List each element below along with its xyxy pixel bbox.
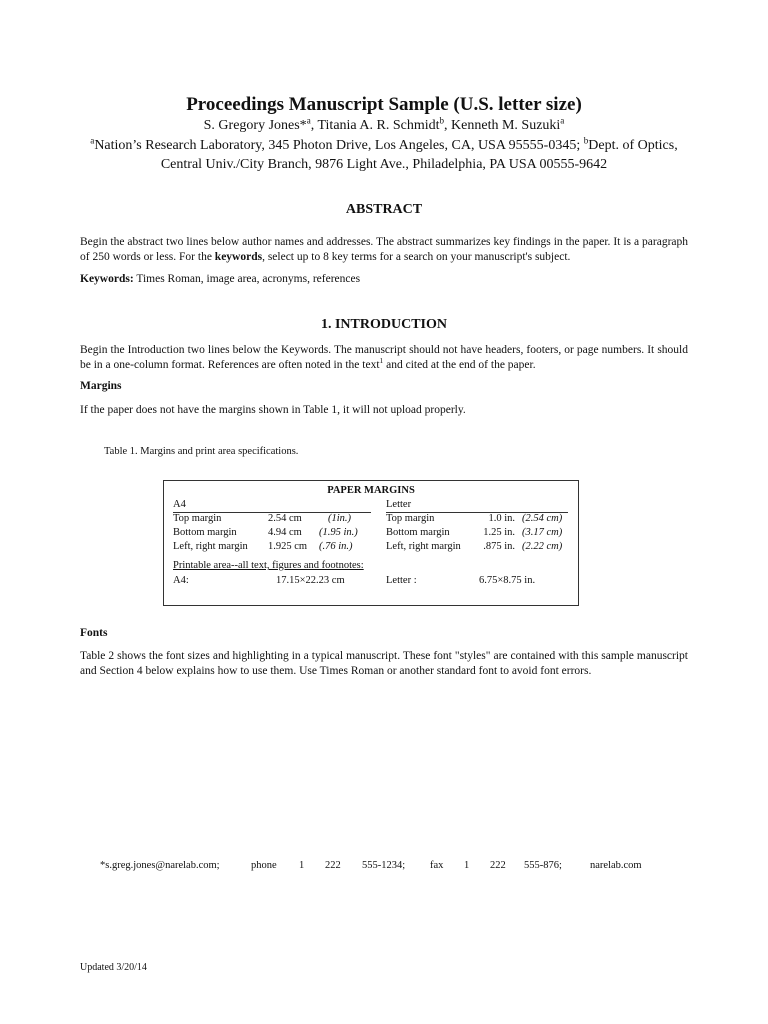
affil-b-marker: b <box>583 135 589 146</box>
row-1-a4: 2.54 cm <box>268 513 302 524</box>
col-letter-header: Letter <box>386 499 412 510</box>
row-2-letter-alt: (3.17 cm) <box>522 527 563 538</box>
col-a4-header: A4 <box>173 499 186 510</box>
phone-country: 1 <box>299 860 305 871</box>
fax-label: fax <box>430 860 444 871</box>
website: narelab.com <box>590 860 642 871</box>
printable-area-label: Printable area--all text, figures and footnotes: <box>173 560 364 571</box>
abstract-body <box>80 235 688 265</box>
row-2-letter: 1.25 in. <box>483 527 515 538</box>
email-text: s.greg.jones@narelab.com; <box>105 860 220 871</box>
abstract-text-end: , select up to 8 key terms for a search on your manuscript's subject. <box>262 251 571 263</box>
author-3-affil: a <box>560 115 565 126</box>
intro-heading: 1. INTRODUCTION <box>320 317 447 332</box>
abstract-keywords-word: keywords <box>214 251 263 263</box>
footnote-email <box>100 860 220 871</box>
row-3-letter-alt: (2.22 cm) <box>522 541 563 552</box>
abstract-text: Begin the abstract two lines below author names and addresses. The abstract summarizes key findings in the paper. It is a paragraph of 250 words or less. For the <box>80 236 688 263</box>
row-2-a4-alt: (1.95 in.) <box>319 527 358 538</box>
row-1-letter-label: Top margin <box>386 513 435 524</box>
row-2-letter-label: Bottom margin <box>386 527 450 538</box>
abstract-heading: ABSTRACT <box>345 202 423 217</box>
phone-number: 555-1234; <box>362 860 406 871</box>
phone-area: 222 <box>325 860 341 871</box>
affiliations <box>80 136 688 174</box>
row-3-a4-alt: (.76 in.) <box>319 541 353 552</box>
printable-letter-label: Letter : <box>386 575 417 586</box>
intro-body <box>80 343 688 373</box>
author-3: , Kenneth M. Suzuki <box>444 118 561 133</box>
updated-date: Updated 3/20/14 <box>80 962 147 973</box>
author-2-affil: b <box>439 115 445 126</box>
author-list <box>0 115 768 134</box>
footnote-star: * <box>100 860 106 871</box>
author-2: , Titania A. R. Schmidt <box>310 118 440 133</box>
fax-number: 555-876; <box>524 860 562 871</box>
row-3-letter-label: Left, right margin <box>386 541 461 552</box>
author-1-affil: a <box>306 115 311 126</box>
printable-a4-label: A4: <box>173 575 189 586</box>
fax-country: 1 <box>464 860 470 871</box>
row-1-letter-alt: (2.54 cm) <box>522 513 563 524</box>
margins-table <box>163 480 579 606</box>
row-2-a4: 4.94 cm <box>268 527 302 538</box>
row-1-a4-alt: (1in.) <box>328 513 352 524</box>
row-3-letter: .875 in. <box>483 541 515 552</box>
paper-title: Proceedings Manuscript Sample (U.S. letter size) <box>186 94 582 115</box>
margins-body: If the paper does not have the margins shown in Table 1, it will not upload properly. <box>80 404 466 416</box>
row-1-letter: 1.0 in. <box>488 513 515 524</box>
table-caption: Table 1. Margins and print area specifications. <box>104 446 299 457</box>
row-2-label: Bottom margin <box>173 527 237 538</box>
affil-a-marker: a <box>90 135 95 146</box>
affil-b-text: Dept. of Optics, Central Univ./City Branch, 9876 Light Ave., Philadelphia, PA USA 00555-9642 <box>160 138 678 172</box>
reference-marker: 1 <box>379 356 384 366</box>
margins-heading: Margins <box>80 380 122 392</box>
row-3-label: Left, right margin <box>173 541 248 552</box>
intro-text: Begin the Introduction two lines below the Keywords. The manuscript should not have headers, footers, or page numbers. It should be in a one-column format. References are often noted in the text <box>80 344 688 371</box>
affil-a-text: Nation’s Research Laboratory, 345 Photon Drive, Los Angeles, CA, USA 95555-0345; <box>94 138 584 153</box>
printable-a4-value: 17.15×22.23 cm <box>276 575 345 586</box>
keywords-line <box>80 272 688 287</box>
row-3-a4: 1.925 cm <box>268 541 308 552</box>
keywords-label: Keywords: <box>80 273 134 285</box>
fax-area: 222 <box>490 860 506 871</box>
table-header: PAPER MARGINS <box>327 485 415 496</box>
keywords-list: Times Roman, image area, acronyms, references <box>133 273 361 285</box>
fonts-body: Table 2 shows the font sizes and highlighting in a typical manuscript. These font "styles" are contained with this sample manuscript and Section 4 below explains how to use them. Use Times Roman or another standard font to avoid font errors. <box>80 650 688 677</box>
phone-label: phone <box>251 860 277 871</box>
printable-letter-value: 6.75×8.75 in. <box>479 575 536 586</box>
row-1-label: Top margin <box>173 513 222 524</box>
author-1: S. Gregory Jones* <box>203 118 307 133</box>
fonts-heading: Fonts <box>80 627 108 639</box>
intro-text-end: and cited at the end of the paper. <box>383 359 536 371</box>
